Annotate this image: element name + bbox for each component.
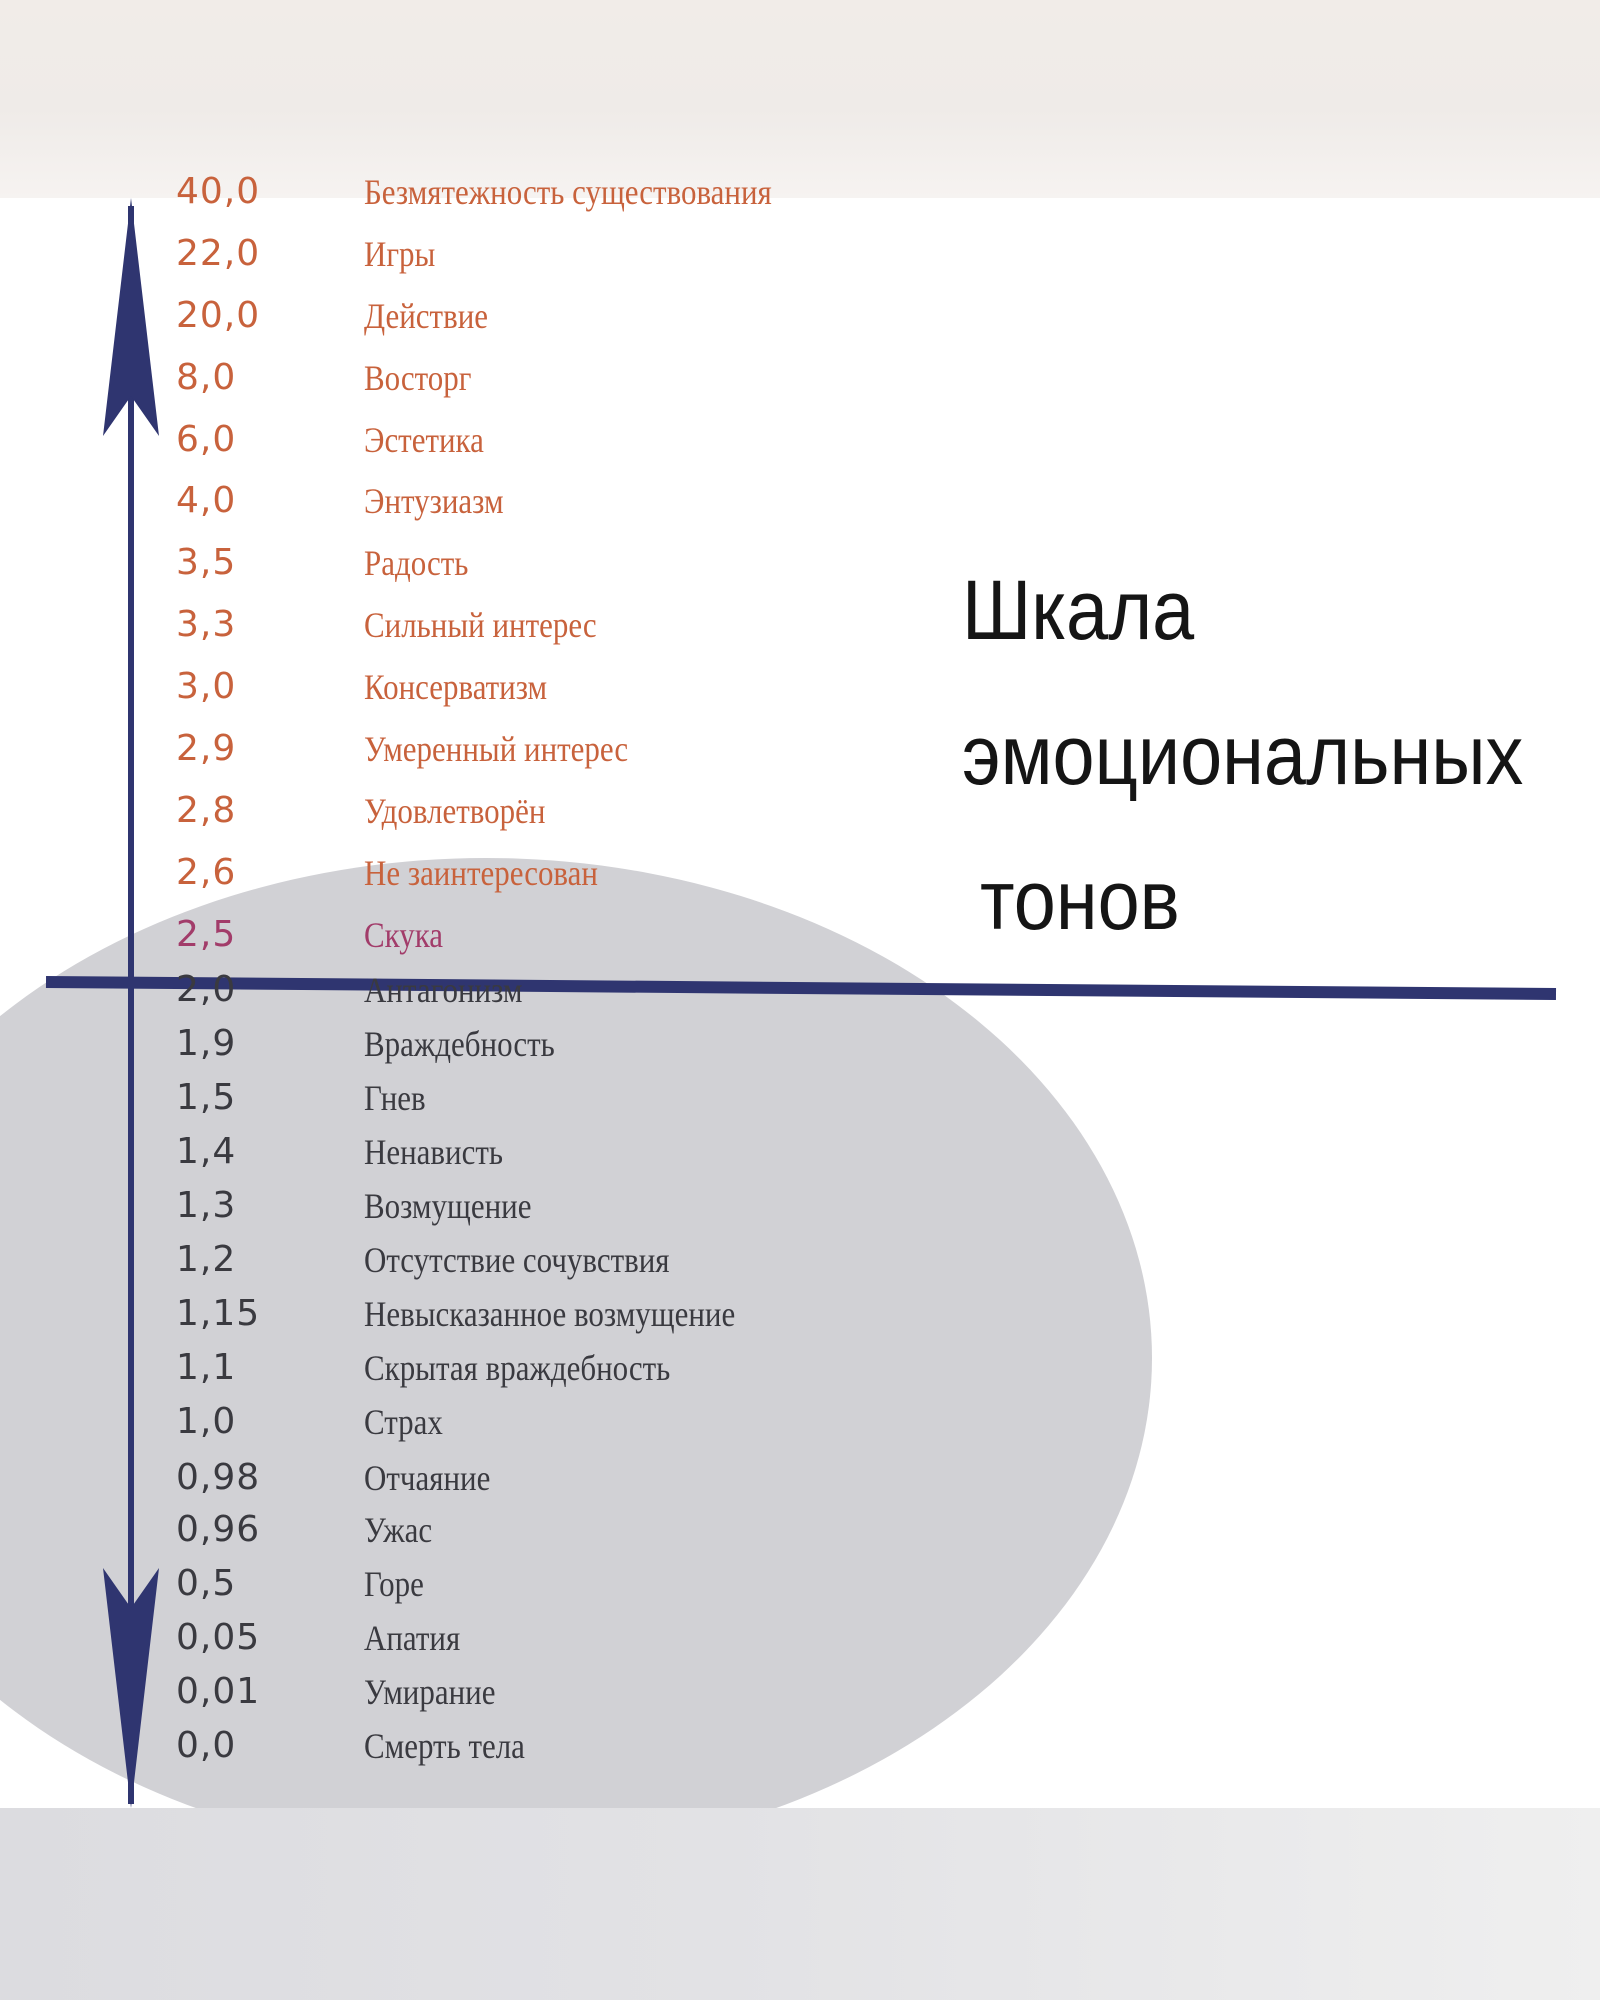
tone-value: 1,9	[176, 1023, 237, 1064]
tone-row	[0, 1722, 1000, 1770]
tone-row	[0, 601, 1000, 649]
tone-label: Умирание	[364, 1672, 496, 1712]
tone-label: Эстетика	[364, 420, 484, 460]
tone-value: 2,0	[176, 969, 237, 1010]
tone-value: 2,9	[176, 728, 237, 769]
tone-label: Консерватизм	[364, 667, 548, 707]
tone-row	[0, 849, 1000, 897]
tone-row	[0, 1560, 1000, 1608]
tone-row	[0, 354, 1000, 402]
scale-title	[962, 538, 1524, 973]
tone-label: Апатия	[364, 1618, 461, 1658]
tone-row	[0, 1398, 1000, 1446]
tone-row	[0, 1236, 1000, 1284]
tone-value: 40,0	[176, 171, 261, 212]
tone-value: 1,1	[176, 1347, 237, 1388]
tone-label: Восторг	[364, 358, 472, 398]
tone-row	[0, 1344, 1000, 1392]
tone-label: Гнев	[364, 1078, 426, 1118]
tone-value: 0,0	[176, 1725, 237, 1766]
tone-value: 1,15	[176, 1293, 261, 1334]
tone-value: 1,3	[176, 1185, 237, 1226]
tone-row	[0, 725, 1000, 773]
tone-value: 0,01	[176, 1671, 261, 1712]
tone-value: 1,0	[176, 1401, 237, 1442]
tone-row	[0, 911, 1000, 959]
tone-value: 2,6	[176, 852, 237, 893]
tone-row	[0, 663, 1000, 711]
title-line-1: Шкала	[962, 563, 1195, 657]
tone-label: Действие	[364, 296, 489, 336]
title-line-2: эмоциональных	[962, 708, 1524, 802]
tone-label: Радость	[364, 543, 469, 583]
tone-row	[0, 416, 1000, 464]
tone-row	[0, 230, 1000, 278]
tone-label: Отчаяние	[364, 1458, 491, 1498]
tone-row	[0, 477, 1000, 525]
tone-value: 0,96	[176, 1509, 261, 1550]
title-line-3: тонов	[980, 853, 1180, 947]
tone-label: Антагонизм	[364, 970, 523, 1010]
tone-label: Ужас	[364, 1510, 433, 1550]
tone-value: 4,0	[176, 480, 237, 521]
tone-value: 3,0	[176, 666, 237, 707]
tone-value: 1,2	[176, 1239, 237, 1280]
tone-label: Скрытая враждебность	[364, 1348, 671, 1388]
tone-label: Игры	[364, 234, 436, 274]
tone-label: Отсутствие сочувствия	[364, 1240, 670, 1280]
tone-value: 2,5	[176, 914, 237, 955]
tone-label: Страх	[364, 1402, 443, 1442]
tone-row	[0, 1668, 1000, 1716]
tone-row	[0, 1128, 1000, 1176]
tone-row	[0, 1182, 1000, 1230]
tone-label: Ненависть	[364, 1132, 503, 1172]
tone-row	[0, 1074, 1000, 1122]
tone-value: 0,98	[176, 1457, 261, 1498]
tone-label: Скука	[364, 915, 444, 955]
tone-value: 8,0	[176, 357, 237, 398]
tone-row	[0, 292, 1000, 340]
tone-value: 22,0	[176, 233, 261, 274]
tone-value: 20,0	[176, 295, 261, 336]
tone-value: 3,3	[176, 604, 237, 645]
tone-label: Возмущение	[364, 1186, 532, 1226]
tone-label: Невысказанное возмущение	[364, 1294, 736, 1334]
tone-label: Умеренный интерес	[364, 729, 629, 769]
tone-label: Горе	[364, 1564, 424, 1604]
tone-row	[0, 1454, 1000, 1502]
tone-label: Безмятежность существования	[364, 172, 772, 212]
tone-value: 1,4	[176, 1131, 237, 1172]
tone-row	[0, 539, 1000, 587]
bottom-background-band	[0, 1808, 1600, 2000]
tone-label: Враждебность	[364, 1024, 555, 1064]
tone-label: Сильный интерес	[364, 605, 597, 645]
tone-value: 3,5	[176, 542, 237, 583]
tone-row	[0, 966, 1000, 1014]
tone-label: Смерть тела	[364, 1726, 525, 1766]
tone-label: Не заинтересован	[364, 853, 598, 893]
tone-row	[0, 1020, 1000, 1068]
tone-value: 0,05	[176, 1617, 261, 1658]
tone-value: 1,5	[176, 1077, 237, 1118]
tone-row	[0, 787, 1000, 835]
tone-value: 2,8	[176, 790, 237, 831]
tone-row	[0, 168, 1000, 216]
tone-value: 6,0	[176, 419, 237, 460]
tone-row	[0, 1506, 1000, 1554]
tone-row	[0, 1614, 1000, 1662]
tone-label: Энтузиазм	[364, 481, 504, 521]
tone-scale-panel	[0, 171, 1600, 1808]
tone-value: 0,5	[176, 1563, 237, 1604]
tone-label: Удовлетворён	[364, 791, 546, 831]
tone-row	[0, 1290, 1000, 1338]
